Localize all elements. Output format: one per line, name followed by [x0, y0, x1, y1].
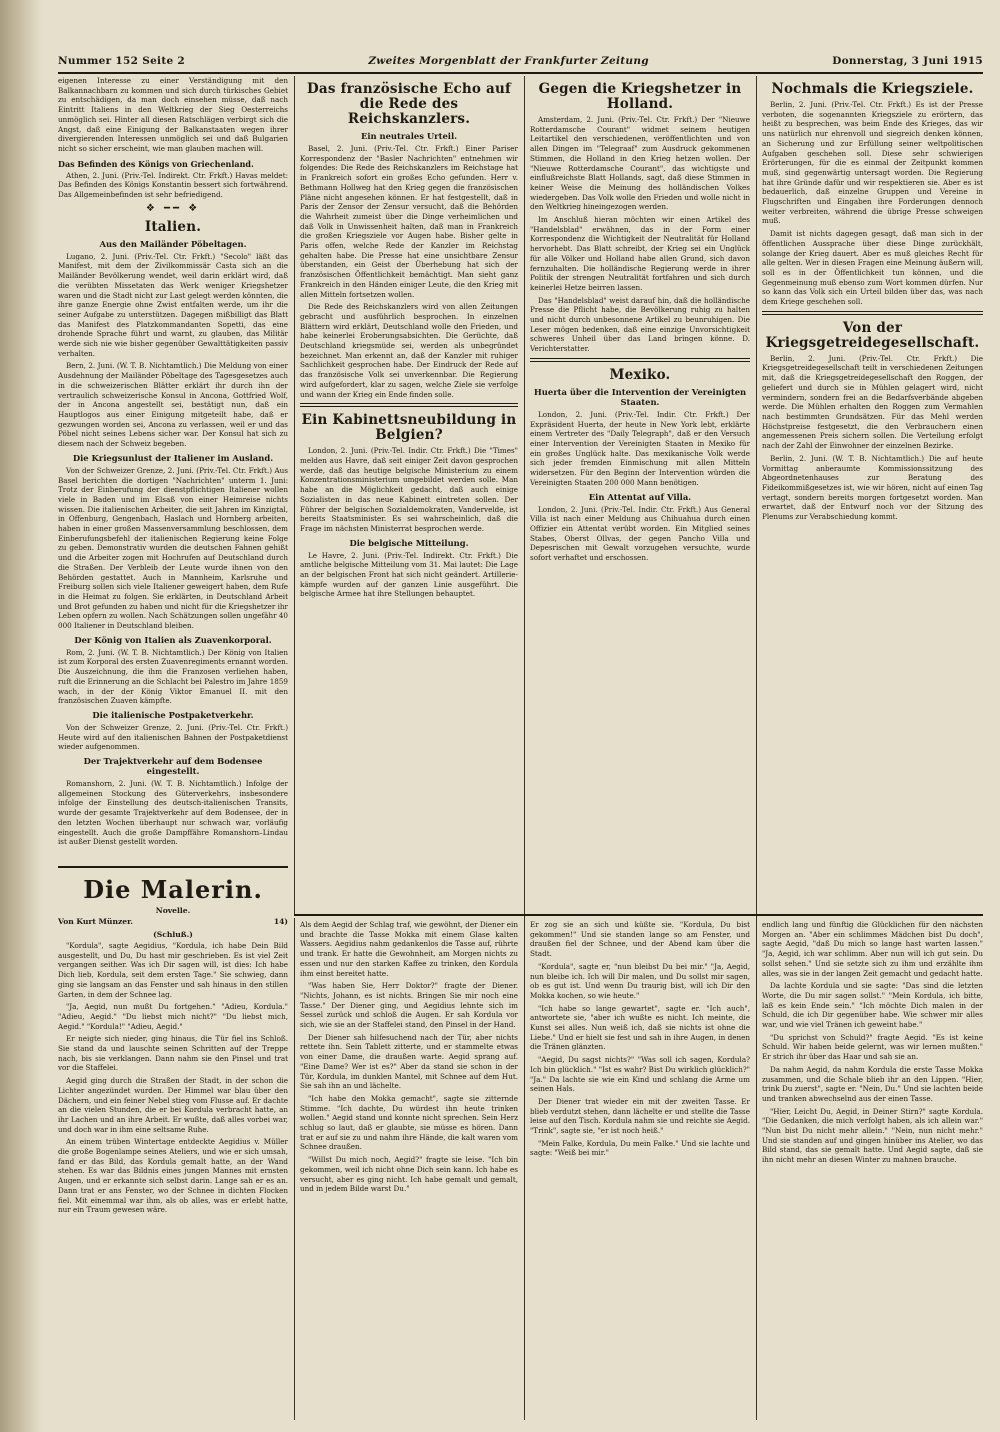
story-text: Aegid ging durch die Straßen der Stadt, in der schon die Lichter angezündet wurden. Der Himmel war blau über den Dächern, und ein feiner Nebel stieg vom Flusse auf. Er dachte an die vielen Stunden, die er bei Kordula verbracht hatte, an ihr Lachen und an ihre Arbeit. Er wußte, daß alles vorbei war, und doch war in ihm eine seltsame Ruhe. — [58, 1076, 288, 1134]
feuilleton-column-3 — [530, 920, 750, 1424]
story-text: "Kordula", sagte er, "nun bleibst Du bei mir." "Ja, Aegid, nun bleibe ich. Ich will Dir malen, und Du sollst mir sagen, ob es gut ist. Und wenn Du traurig bist, will ich Dir den Mokka kochen, so wie heute." — [530, 961, 750, 1000]
header-right: Donnerstag, 3 Juni 1915 — [832, 55, 983, 67]
article-text: London, 2. Juni. (Priv.-Tel. Indir. Ctr. Frkft.) Die "Times" melden aus Havre, daß seit einiger Zeit davon gesprochen werde, daß das heutige belgische Ministerium zu einem Konzentrationsministerium umgebildet werden solle. Man habe an die Möglichkeit gedacht, daß auch einige Sozialisten in das neue Kabinett eintreten sollen. Der Führer der belgischen Sozialdemokraten, Vandervelde, ist bereits Staatsminister. Es sei wahrscheinlich, daß die Frage im nächsten Ministerrat besprochen werde. — [300, 446, 518, 533]
separator-rule — [762, 311, 983, 315]
article-subheading: Huerta über die Intervention der Vereinigten Staaten. — [533, 386, 747, 407]
story-text: "Ich habe so lange gewartet", sagte er. "Ich auch", antwortete sie, "aber ich wußte es nicht. Ich meinte, die Kunst sei alles. Nun weiß ich, daß sie nichts ist ohne die Liebe." Und er hielt sie fest und sah in ihre Augen, in denen die Tränen glänzten. — [530, 1003, 750, 1052]
article-text: London, 2. Juni. (Priv.-Tel. Indir. Ctr. Frkft.) Aus General Villa ist nach einer Meldung aus Chihuahua durch einen Offizier ein Attentat verübt worden. Ein Mitglied seines Stabes, Oberst Ollvas, der gegen Pancho Villa und Depesrischen mit Gewalt vorzugehen versuchte, wurde sofort verhaftet und erschossen. — [530, 504, 750, 563]
article-heading: Das Befinden des Königs von Griechenland. — [58, 158, 254, 169]
section-heading: Mexiko. — [609, 366, 671, 383]
article-text: Bern, 2. Juni. (W. T. B. Nichtamtlich.) Die Meldung von einer Ausdehnung der Mailänder Pöbeltage des Tagesgesetzes auch in die schweizerischen Blätter erklärt ihr durch ihn der vertraulich schweizerische Konsul in Ancona, Gottfried Wolf, der in Ancona angestellt sei, bestätigt nun, daß ein Hauptlogos aus einer Einigung mitgeteilt habe, daß er gezwungen worden sei, Ancona zu verlassen, weil er und das Pöbel nicht seines Lebens sicher war. Der Konsul hat sich zu diesem nach der Schweiz begeben. — [58, 361, 288, 449]
article-text: London, 2. Juni. (Priv.-Tel. Indir. Ctr. Frkft.) Der Expräsident Huerta, der heute in New York lebt, erklärte einem Vertreter des "Daily Telegraph", daß er den Versuch einer Intervention der Vereinigten Staaten in Mexiko für ein großes Unglück halte. Das mexikanische Volk werde sich jeder fremden Einmischung mit allen Mitteln widersetzen. Für den Beginn der Intervention würden die Vereinigten Staaten 200 000 Mann benötigen. — [530, 409, 750, 487]
article-subheading: Ein neutrales Urteil. — [360, 131, 458, 141]
article-subheading: Die belgische Mitteilung. — [349, 537, 469, 548]
header-left: Nummer 152 Seite 2 — [58, 55, 186, 67]
feuilleton-column-1 — [58, 872, 288, 1424]
article-text: Berlin, 2. Juni. (Priv.-Tel. Ctr. Frkft.) Die Kriegsgetreidegesellschaft teilt in verschiedenen Zeitungen mit, daß die Kriegsgetreidegesellschaft den Roggen, der geliefert und durch sie in Mühlen gelagert wird, nicht vermindern, sondern frei an die Bedarfsverbände abgeben werde. Die Mühlen erhalten den Roggen zum Vermahlen nach bestimmten Grundsätzen. Für das Mehl werden Höchstpreise festgesetzt, die den Verbrauchern einen angemessenen Preis sichern sollen. Die Verteilung erfolgt nach der Zahl der Einwohner der einzelnen Bezirke. — [762, 353, 983, 451]
feuilleton-rule — [58, 866, 288, 868]
article-text: Le Havre, 2. Juni. (Priv.-Tel. Indirekt. Ctr. Frkft.) Die amtliche belgische Mitteilung vom 31. Mai lautet: Die Lage an der belgischen Front hat sich nicht geändert. Artillerie-kämpfe wurden auf der ganzen Linie ausgeführt. Die belgische Armee hat ihre Stellungen behauptet. — [300, 550, 518, 599]
feuilleton-column-4 — [762, 920, 983, 1424]
article-text: Von der Schweizer Grenze, 2. Juni. (Priv.-Tel. Ctr. Frkft.) Aus Basel berichten die dortigen "Nachrichten" unterm 1. Juni: Trotz der Einberufung der dienstpflichtigen Italiener wollen viele in Baden und im Elsaß von einer Heimreise nichts wissen. Die italienischen Arbeiter, die seit Jahren im Kinzigtal, in Offenburg, Gengenbach, Haslach und Hornberg arbeiten, haben in einer großen Massenversammlung beschlossen, dem Einberufungsbefehl der italienischen Regierung keine Folge zu geben. Demonstrativ wurden die deutschen Fahnen gehißt und die Arbeiter zogen mit Hochrufen auf Deutschland durch die Straßen. Der Verbleib der Leute wurde ihnen von den Behörden gestattet. Auch in Mannheim, Karlsruhe und Freiburg sollen sich viele Italiener geweigert haben, dem Rufe in die Heimat zu folgen. Sie erklärten, in Deutschland Arbeit und Brot gefunden zu haben und nicht für die Kriegshetzer ihr Leben opfern zu wollen. Nach Schätzungen sollen ungefähr 40 000 Italiener in Deutschland bleiben. — [58, 465, 288, 631]
column-4 — [762, 76, 983, 912]
article-text: Von der Schweizer Grenze, 2. Juni. (Priv.-Tel. Ctr. Frkft.) Heute wird auf den italienischen Bahnen der Postpaketdienst wieder aufgenommen. — [58, 722, 288, 752]
article-text: Amsterdam, 2. Juni. (Priv.-Tel. Ctr. Frkft.) Der "Nieuwe Rotterdamsche Courant" widmet seinem heutigen Leitartikel den verschiedenen, veröffentlichten und von allen Dingen im "Telegraaf" zum Ausdruck gekommenen Stimmen, die Holland in den Krieg hetzen wollen. Der "Nieuwe Rotterdamsche Courant", das wichtigste und einflußreichste Blatt Hollands, sagt, daß diese Stimmen in keiner Weise die Meinung des holländischen Volkes wiedergeben. Das Volk wolle den Frieden und wolle nicht in den Weltkrieg hineingezogen werden. — [530, 115, 750, 212]
section-heading: Italien. — [144, 218, 202, 235]
story-text: "Kordula", sagte Aegidius, "Kordula, ich habe Dein Bild ausgestellt, und Du, Du hast mir geschrieben. Es ist viel Zeit vergangen seither. Was ich Dir sagen will, ist dies: Ich habe Dich lieb, Kordula, seit dem ersten Tage." Sie schwieg, dann ging sie langsam an das Fenster und sah hinaus in den stillen Garten, in dem der Schnee lag. — [58, 941, 288, 999]
story-text: "Aegid, Du sagst nichts?" "Was soll ich sagen, Kordula? Ich bin glücklich." "Ist es wahr? Bist Du wirklich glücklich?" "Ja." Da lachte sie wie ein Kind und schlang die Arme um seinen Hals. — [530, 1055, 750, 1094]
article-text: Rom, 2. Juni. (W. T. B. Nichtamtlich.) Der König von Italien ist zum Korporal des ersten Zuavenregiments ernannt worden. Die Auszeichnung, die ihm die Franzosen verliehen haben, ruft die Erinnerung an die Schlacht bei Palestro im Jahre 1859 wach, in der der König Viktor Emanuel II. mit den französischen Zuaven kämpfte. — [58, 647, 288, 706]
story-text: Er neigte sich nieder, ging hinaus, die Tür fiel ins Schloß. Sie stand da und lauschte seinen Schritten auf der Treppe nach, bis sie verklangen. Dann nahm sie den Pinsel und trat vor die Staffelei. — [58, 1034, 288, 1073]
feuilleton-part: 14) — [273, 917, 288, 926]
story-text: Er zog sie an sich und küßte sie. "Kordula, Du bist gekommen!" Und sie standen lange so am Fenster, und draußen fiel der Schnee, und der Abend kam über die Stadt. — [530, 920, 750, 959]
article-heading: Die italienische Postpaketverkehr. — [92, 709, 254, 720]
column-3 — [530, 76, 750, 912]
article-subheading: Ein Attentat auf Villa. — [588, 491, 692, 502]
article-heading: Der Trajektverkehr auf dem Bodensee eingestellt. — [83, 756, 263, 777]
column-2 — [300, 76, 518, 912]
article-heading: Das französische Echo auf die Rede des Reichskanzlers. — [307, 81, 511, 127]
story-text: Da nahm Aegid, da nahm Kordula die erste Tasse Mokka zusammen, und die Schale blieb ihr an den Lippen. "Hier, trink Du zuerst", sagte er. "Nein, Du." Und sie lachten beide und tranken abwechselnd aus der einen Tasse. — [762, 1064, 983, 1103]
ornament: ❖ ━━ ❖ — [145, 202, 201, 214]
header-rule — [58, 72, 983, 74]
story-text: Der Diener trat wieder ein mit der zweiten Tasse. Er blieb verdutzt stehen, dann lächelte er und stellte die Tasse leise auf den Tisch. Kordula nahm sie und reichte sie Aegid. "Trink", sagte sie, "er ist noch heiß." — [530, 1096, 750, 1136]
newspaper-sheet — [58, 52, 983, 1424]
feuilleton-continued: (Schluß.) — [153, 930, 193, 939]
article-text: Die Rede des Reichskanzlers wird von allen Zeitungen gebracht und ausführlich besprochen. In einzelnen Blättern wird erklärt, Deutschland wolle den Frieden, und habe keinerlei Eroberungsabsichten. Die Gerüchte, daß Deutschland kriegsmüde sei, werden als unbegründet bezeichnet. Man erkennt an, daß der Kanzler mit ruhiger Sachlichkeit gesprochen habe. Der Eindruck der Rede auf das französische Volk sei unverkennbar. Die Regierung wird aufgefordert, klar zu sagen, welche Ziele sie verfolge und wann der Krieg ein Ende finden solle. — [300, 302, 518, 399]
article-text: Das "Handelsblad" weist darauf hin, daß die holländische Presse die Pflicht habe, die Bevölkerung ruhig zu halten und nicht durch unbesonnene Artikel zu beunruhigen. Die Leser mögen bedenken, daß eine einzige Unvorsichtigkeit schweres Unheil über das Land bringen könne. D. Verichterstatter. — [530, 295, 750, 354]
article-heading: Aus den Mailänder Pöbeltagen. — [99, 238, 247, 249]
article-text: Athen, 2. Juni. (Priv.-Tel. Indirekt. Ctr. Frkft.) Havas meldet: Das Befinden des Königs Konstantin bessert sich fortwährend. Das Allgemeinbefinden ist sehr befriedigend. — [58, 170, 288, 200]
feuilleton-title: Die Malerin. — [83, 875, 263, 904]
header-center: Zweites Morgenblatt der Frankfurter Zeitung — [368, 55, 649, 67]
feuilleton-genre: Novelle. — [155, 906, 191, 915]
column-rule — [294, 918, 295, 1420]
article-text: Basel, 2. Juni. (Priv.-Tel. Ctr. Frkft.) Einer Pariser Korrespondenz der "Basler Nachrichten" entnehmen wir folgendes: Die Rede des Reichskanzlers im Reichstage hat in Frankreich sofort ein großes Echo gefunden. Herr v. Bethmann Hollweg hat den Krieg gegen die französischen Pläne nicht angesehen können. Er hat festgestellt, daß in Paris der Zensor der Zensur versucht, daß die Behörden die Wahrheit zumeist über die Dinge verheimlichen und daß Volk in Unwissenheit halten, daß man in Frankreich die großen Kriegsziele vor Augen habe. Bisher gelte in Paris offen, welche Rede der Kanzler im Reichstag gehalten habe. Die Presse hat eine unsichtbare Zensur überstanden, ein Geist der Überhebung hat sich der französischen Öffentlichkeit bemächtigt. Man sieht ganz Frankreich in den Händen einiger Leute, die den Krieg mit allen Mitteln fortsetzen wollen. — [300, 144, 518, 299]
story-text: "Du sprichst von Schuld?" fragte Aegid. "Es ist keine Schuld. Wir haben beide gelernt, was wir lernen mußten." Er strich ihr über das Haar und sah sie an. — [762, 1032, 983, 1062]
feuilleton-column-2 — [300, 920, 518, 1424]
separator-rule — [300, 403, 518, 407]
article-heading: Von der Kriegsgetreidegesellschaft. — [765, 319, 980, 351]
story-text: "Ja, Aegid, nun mußt Du fortgehen." "Adieu, Kordula." "Adieu, Aegid." "Du liebst mich nicht?" "Du liebst mich, Aegid." "Kordula!" "Adieu, Aegid." — [58, 1002, 288, 1031]
book-binding — [0, 0, 42, 1432]
article-heading: Ein Kabinettsneubildung in Belgien? — [301, 412, 517, 444]
separator-rule — [530, 358, 750, 362]
column-rule — [294, 76, 295, 916]
feuilleton-byline — [58, 917, 288, 926]
feuilleton-author: Von Kurt Münzer. — [58, 917, 134, 926]
story-text: "Mein Falke, Kordula, Du mein Falke." Und sie lachte und sagte: "Weiß bei mir." — [530, 1138, 750, 1158]
column-1 — [58, 76, 288, 866]
story-text: "Ich habe den Mokka gemacht", sagte sie zitternde Stimme. "Ich dachte, Du würdest ihn heute trinken wollen." Aegid stand und konnte nicht sprechen. Sein Herz schlug so laut, daß er glaubte, sie müsse es hören. Dann trat er auf sie zu und nahm ihre Hände, die kalt waren vom Schnee draußen. — [300, 1093, 518, 1152]
article-heading: Die Kriegsunlust der Italiener im Ausland. — [72, 452, 274, 463]
feuilleton-rule — [294, 914, 983, 916]
article-text: Im Anschluß hieran möchten wir einen Artikel des "Handelsblad" erwähnen, das in der Form einer Korrespondenz die Wichtigkeit der Neutralität für Holland hervorhebt. Das Blatt schreibt, der Krieg sei ein Unglück für alle Völker und Holland habe allen Grund, sich davon fernzuhalten. Die holländische Regierung werde in ihrer Politik der strengen Neutralität fortfahren und sich durch keinerlei Hetze beirren lassen. — [530, 215, 750, 292]
story-text: Als dem Aegid der Schlag traf, wie gewöhnt, der Diener ein und brachte die Tasse Mokka mit einem Glase kalten Wassers. Aegidius nahm gedankenlos die Tasse auf, rührte und trank. Er hatte die Gewohnheit, am Morgen nichts zu essen und nur den starken Kaffee zu trinken, den Kordula ihm einst bereitet hatte. — [300, 920, 518, 978]
column-rule — [524, 76, 525, 1420]
article-heading: Gegen die Kriegshetzer in Holland. — [538, 81, 742, 112]
page-header — [58, 52, 983, 70]
article-text: Romanshorn, 2. Juni. (W. T. B. Nichtamtlich.) Infolge der allgemeinen Stockung des Güterverkehrs, insbesondere infolge der Einstellung des deutsch-italienischen Transits, wurde der gesamte Trajektverkehr auf dem Bodensee, der in den letzten Wochen überhaupt nur schwach war, vorläufig eingestellt. Auch die große Dampffähre Romanshorn–Lindau ist außer Dienst gestellt worden. — [58, 779, 288, 847]
article-heading: Der König von Italien als Zuavenkorporal. — [74, 634, 272, 645]
story-text: endlich lang und fünftig die Glücklichen für den nächsten Morgen an. "Aber ein schlimmes Mädchen bist Du doch", sagte Aegid, "daß Du mich so lange hast warten lassen." "Ja, Aegid, ich war schlimm. Aber nun will ich gut sein. Du sollst sehen." Und sie setzte sich zu ihm und erzählte ihm alles, was sie in der langen Zeit gemacht und gedacht hatte. — [762, 920, 983, 978]
article-text: Berlin, 2. Juni. (Priv.-Tel. Ctr. Frkft.) Es ist der Presse verboten, die sogenannten Kriegsziele zu erörtern, das heißt zu besprechen, was beim Ende des Krieges, das wir uns natürlich nur ehrenvoll und siegreich denken können, an Sicherung und zur Erfüllung seiner weltpolitischen Aufgaben geschehen soll. Diese sehr schwierigen Erörterungen, für die es einmal der Zeitpunkt kommen muß, sind gegenwärtig untersagt worden. Die Regierung hat ihre Gründe dafür und wir respektieren sie. Aber es ist bedauerlich, daß einzelne Gruppen und Vereine in Flugschriften und Eingaben ihre Forderungen dennoch weiter verbreiten, während die übrige Presse schweigen muß. — [762, 100, 983, 226]
article-text: eigenen Interesse zu einer Verständigung mit den Balkannachbarn zu kommen und sich durch türkisches Gebiet zu entschädigen, da man doch einsehen müsse, daß nach Eintritt Italiens in den Weltkrieg der Sieg Oesterreichs unmöglich sei. Hinter all diesen Ratschlägen verbirgt sich die Angst, daß eine Einigung der Balkanstaaten wegen ihrer divergierenden Interessen unmöglich sei und daß Bulgarien nicht so sicher erscheint, wie man glauben machen will. — [58, 76, 288, 153]
story-text: "Hier, Leicht Du, Aegid, in Deiner Stirn?" sagte Kordula. "Die Gedanken, die mich verfolgt haben, als ich allein war." "Nun bist Du nicht mehr allein." "Nein, nun nicht mehr." Und sie standen auf und gingen hinüber ins Atelier, wo das Bild stand, das sie gemalt hatte. Und Aegid sagte, daß sie ihn nicht mehr an diesen Winter zu mahnen brauche. — [762, 1106, 983, 1165]
column-rule — [756, 76, 757, 1420]
story-text: Der Diener sah hilfesuchend nach der Tür, aber nichts rettete ihn. Sein Tablett zitterte, und er stammelte etwas von einer Dame, die draußen warte. Aegid sprang auf. "Eine Dame? Wer ist es?" Aber da stand sie schon in der Tür, Kordula, im dunklen Mantel, mit Schnee auf dem Hut. Sie sah ihn an und lächelte. — [300, 1032, 518, 1091]
article-text: Lugano, 2. Juni. (Priv.-Tel. Ctr. Frkft.) "Secolo" läßt das Manifest, mit dem der Zivilkommissär Casta sich an die Mailänder Bevölkerung wendet, weil darin erklärt wird, daß die verübten Missetaten das Werk weniger Kriegshetzer waren und die Stadt nicht zur Last gelegt werden könnten, die ihre ganze Energie ohne Zwist entfalten werde, um ihr die seiner Aufgabe zu unterstützen. Dagegen mißbilligt das Blatt das Manifest des Platzkommandanten Sopetti, das eine drohende Sprache führt und warnt, zu glauben, das Militär werde sich nie wie bisher gegenüber Gewalttätigkeiten passiv verhalten. — [58, 251, 288, 358]
story-text: Da lachte Kordula und sie sagte: "Das sind die letzten Worte, die Du mir sagen sollst." "Mein Kordula, ich bitte, laß es kein Ende sein." "Ich möchte Dich malen in der Schuld, die ich Dir gegenüber habe. Wie schwer mir alles war, und wie viel Tränen ich geweint habe." — [762, 981, 983, 1030]
story-text: "Was haben Sie, Herr Doktor?" fragte der Diener. "Nichts, Johann, es ist nichts. Bringen Sie mir noch eine Tasse." Der Diener ging, und Aegidius lehnte sich im Sessel zurück und schloß die Augen. Er sah Kordula vor sich, wie sie an der Staffelei stand, den Pinsel in der Hand. — [300, 981, 518, 1030]
article-text: Damit ist nichts dagegen gesagt, daß man sich in der öffentlichen Aussprache über diese Dinge zurückhält, solange der Krieg dauert. Aber es muß gleiches Recht für alle gelten. Wer in diesen Fragen eine Meinung äußern will, soll es in der Öffentlichkeit tun können, und die Gegenmeinung muß ebenso zum Wort kommen dürfen. Nur so kann das Volk sich ein Urteil bilden über das, was nach dem Kriege geschehen soll. — [762, 229, 983, 307]
article-heading: Nochmals die Kriegsziele. — [771, 81, 974, 97]
story-text: "Willst Du mich noch, Aegid?" fragte sie leise. "Ich bin gekommen, weil ich nicht ohne Dich sein kann. Ich habe es versucht, aber es ging nicht. Ich habe gemalt und gemalt, und in jedem Bilde warst Du." — [300, 1155, 518, 1194]
article-text: Berlin, 2. Juni. (W. T. B. Nichtamtlich.) Die auf heute Vormittag anberaumte Kommissionssitzung des Abgeordnetenhauses zur Beratung des Fideikommißgesetzes ist, wie wir hören, nicht auf einen Tag vertagt, sondern bereits morgen fortgesetzt worden. Man erwartet, daß der Entwurf noch vor der Sitzung des Plenums zur Verabschiedung kommt. — [762, 453, 983, 522]
story-text: An einem trüben Wintertage entdeckte Aegidius v. Müller die große Bogenlampe seines Ateliers, und wie er sich umsah, fand er das Bild, das Kordula gemalt hatte, an der Wand stehen. Es war das Bildnis eines jungen Mannes mit ernsten Augen, und er erkannte sich selbst darin. Lange sah er es an. Dann trat er ans Fenster, wo der Schnee in dichten Flocken fiel. Mit einemmal war ihm, als ob alles, was er erlebt hatte, nur ein Traum gewesen wäre. — [58, 1137, 288, 1215]
